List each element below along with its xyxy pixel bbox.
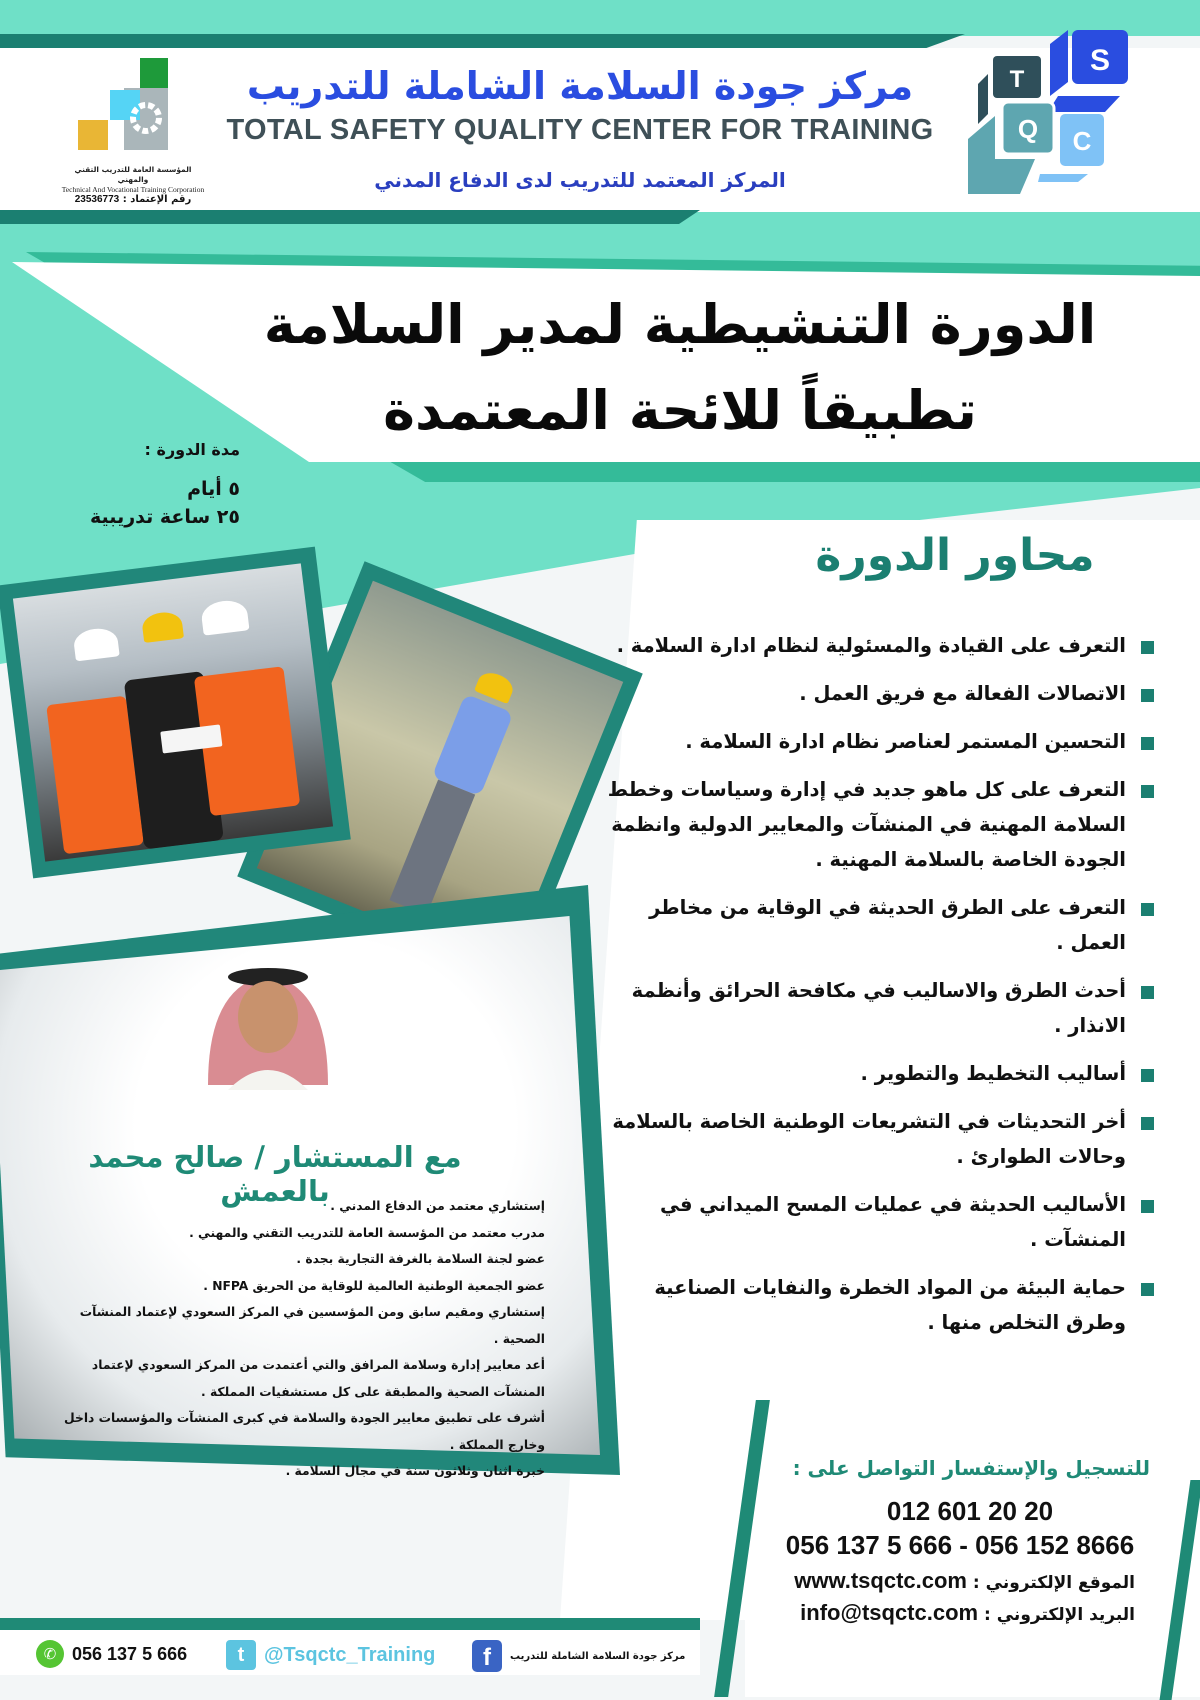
phone-main[interactable]: 012 601 20 20 bbox=[886, 1496, 1054, 1526]
twitter-icon: t bbox=[226, 1640, 256, 1670]
course-title-line2: تطبيقاً للائحة المعتمدة bbox=[383, 379, 977, 442]
square-bullet-icon bbox=[1141, 689, 1154, 702]
svg-text:C: C bbox=[1072, 126, 1092, 156]
phone-mobiles[interactable]: 056 137 5 666 - 056 152 8666 bbox=[785, 1530, 1135, 1560]
contact-title: للتسجيل والإستفسار التواصل على : bbox=[792, 1456, 1150, 1480]
axis-item: حماية البيئة من المواد الخطرة والنفايات الصناعية وطرق التخلص منها . bbox=[600, 1270, 1160, 1340]
whatsapp-contact[interactable] bbox=[36, 1640, 187, 1668]
consultant-name: مع المستشار / صالح محمد بالعمش bbox=[88, 1140, 462, 1208]
bio-line: عضو لجنة السلامة بالغرفة التجارية بجدة . bbox=[296, 1252, 545, 1266]
footer-stripe bbox=[0, 1618, 700, 1630]
bio-line: إستشاري ومقيم سابق ومن المؤسسين في المركز السعودي لإعتماد المنشآت الصحية . bbox=[79, 1305, 545, 1346]
axis-item: أخر التحديثات في التشريعات الوطنية الخاصة بالسلامة وحالات الطوارئ . bbox=[600, 1104, 1160, 1174]
square-bullet-icon bbox=[1141, 1283, 1154, 1296]
svg-text:Q: Q bbox=[1017, 114, 1039, 144]
accreditation bbox=[58, 194, 208, 205]
axis-item: التحسين المستمر لعناصر نظام ادارة السلامة . bbox=[600, 724, 1160, 759]
bio-line: عضو الجمعية الوطنية العالمية للوقاية من الحريق NFPA . bbox=[203, 1278, 545, 1293]
axis-item: التعرف على كل ماهو جديد في إدارة وسياسات وخطط السلامة المهنية في المنشآت والمعايير الدولية وانظمة الجودة الخاصة بالسلامة المهنية . bbox=[600, 772, 1160, 877]
square-bullet-icon bbox=[1141, 903, 1154, 916]
course-duration bbox=[80, 440, 240, 531]
consultant-bio bbox=[40, 1193, 545, 1485]
axis-item: أساليب التخطيط والتطوير . bbox=[600, 1056, 1160, 1091]
svg-text:T: T bbox=[1009, 66, 1025, 93]
accreditation-label: رقم الإعتماد : bbox=[122, 194, 192, 205]
square-bullet-icon bbox=[1141, 737, 1154, 750]
bio-line: أعد معايير إدارة وسلامة المرافق والتي أعتمدت من المركز السعودي لإعتماد المنشآت الصحية والمطبقة على كل مستشفيات المملكة . bbox=[91, 1358, 545, 1399]
center-name-en: TOTAL SAFETY QUALITY CENTER FOR TRAINING bbox=[226, 114, 934, 146]
tvtc-logo-icon bbox=[78, 58, 182, 162]
facebook-contact[interactable] bbox=[472, 1640, 685, 1672]
tvtc-caption-en: Technical And Vocational Training Corporation bbox=[61, 185, 205, 194]
bio-line: مدرب معتمد من المؤسسة العامة للتدريب التقني والمهني . bbox=[189, 1225, 545, 1240]
bio-line: إستشاري معتمد من الدفاع المدني . bbox=[330, 1199, 545, 1213]
bio-line: خبرة اثنان وثلاثون سنة في مجال السلامة . bbox=[285, 1464, 545, 1478]
top-accent-stripe bbox=[0, 34, 965, 48]
facebook-page: مركز جودة السلامة الشاملة للتدريب bbox=[510, 1650, 686, 1662]
course-title bbox=[260, 282, 1100, 454]
axis-item: أحدث الطرق والاساليب في مكافحة الحرائق وأنظمة الانذار . bbox=[600, 973, 1160, 1043]
website-link[interactable]: www.tsqctc.com bbox=[794, 1568, 967, 1593]
email-link[interactable]: info@tsqctc.com bbox=[800, 1600, 979, 1625]
workers-photo bbox=[13, 563, 333, 861]
course-title-line1: الدورة التنشيطية لمدير السلامة bbox=[263, 293, 1097, 356]
square-bullet-icon bbox=[1141, 1069, 1154, 1082]
consultant-portrait bbox=[188, 955, 348, 1090]
square-bullet-icon bbox=[1141, 641, 1154, 654]
axes-title: محاور الدورة bbox=[815, 530, 1095, 581]
tvtc-caption-ar: المؤسسة العامة للتدريب التقني والمهني bbox=[74, 165, 192, 184]
whatsapp-number: 056 137 5 666 bbox=[72, 1643, 188, 1664]
svg-text:S: S bbox=[1089, 44, 1111, 77]
email-row bbox=[755, 1600, 1135, 1626]
axes-list bbox=[600, 628, 1160, 1353]
duration-hours: ٢٥ ساعة تدريبية bbox=[90, 506, 240, 528]
square-bullet-icon bbox=[1141, 1117, 1154, 1130]
duration-label: مدة الدورة : bbox=[144, 440, 240, 459]
tvtc-caption bbox=[58, 165, 208, 195]
axis-item: التعرف على القيادة والمسئولية لنظام ادارة السلامة . bbox=[600, 628, 1160, 663]
twitter-contact[interactable] bbox=[226, 1640, 435, 1670]
square-bullet-icon bbox=[1141, 785, 1154, 798]
email-label: البريد الإلكتروني : bbox=[984, 1605, 1135, 1625]
axis-item: التعرف على الطرق الحديثة في الوقاية من مخاطر العمل . bbox=[600, 890, 1160, 960]
axis-item: الأساليب الحديثة في عمليات المسح الميداني في المنشآت . bbox=[600, 1187, 1160, 1257]
tsqc-logo-icon bbox=[960, 24, 1140, 200]
accreditation-subtitle: المركز المعتمد للتدريب لدى الدفاع المدني bbox=[374, 168, 786, 192]
website-row bbox=[755, 1568, 1135, 1594]
header-bottom-stripe bbox=[0, 210, 700, 224]
square-bullet-icon bbox=[1141, 1200, 1154, 1213]
website-label: الموقع الإلكتروني : bbox=[972, 1573, 1135, 1593]
whatsapp-icon: ✆ bbox=[36, 1640, 64, 1668]
twitter-handle: @Tsqctc_Training bbox=[264, 1643, 436, 1666]
center-name-ar: مركز جودة السلامة الشاملة للتدريب bbox=[246, 64, 914, 108]
facebook-icon: f bbox=[472, 1640, 502, 1672]
axis-item: الاتصالات الفعالة مع فريق العمل . bbox=[600, 676, 1160, 711]
square-bullet-icon bbox=[1141, 986, 1154, 999]
duration-days: ٥ أيام bbox=[187, 478, 240, 500]
accreditation-number: 23536773 bbox=[74, 194, 120, 205]
bio-line: أشرف على تطبيق معايير الجودة والسلامة في كبرى المنشآت والمؤسسات داخل وخارج المملكة . bbox=[63, 1411, 545, 1452]
